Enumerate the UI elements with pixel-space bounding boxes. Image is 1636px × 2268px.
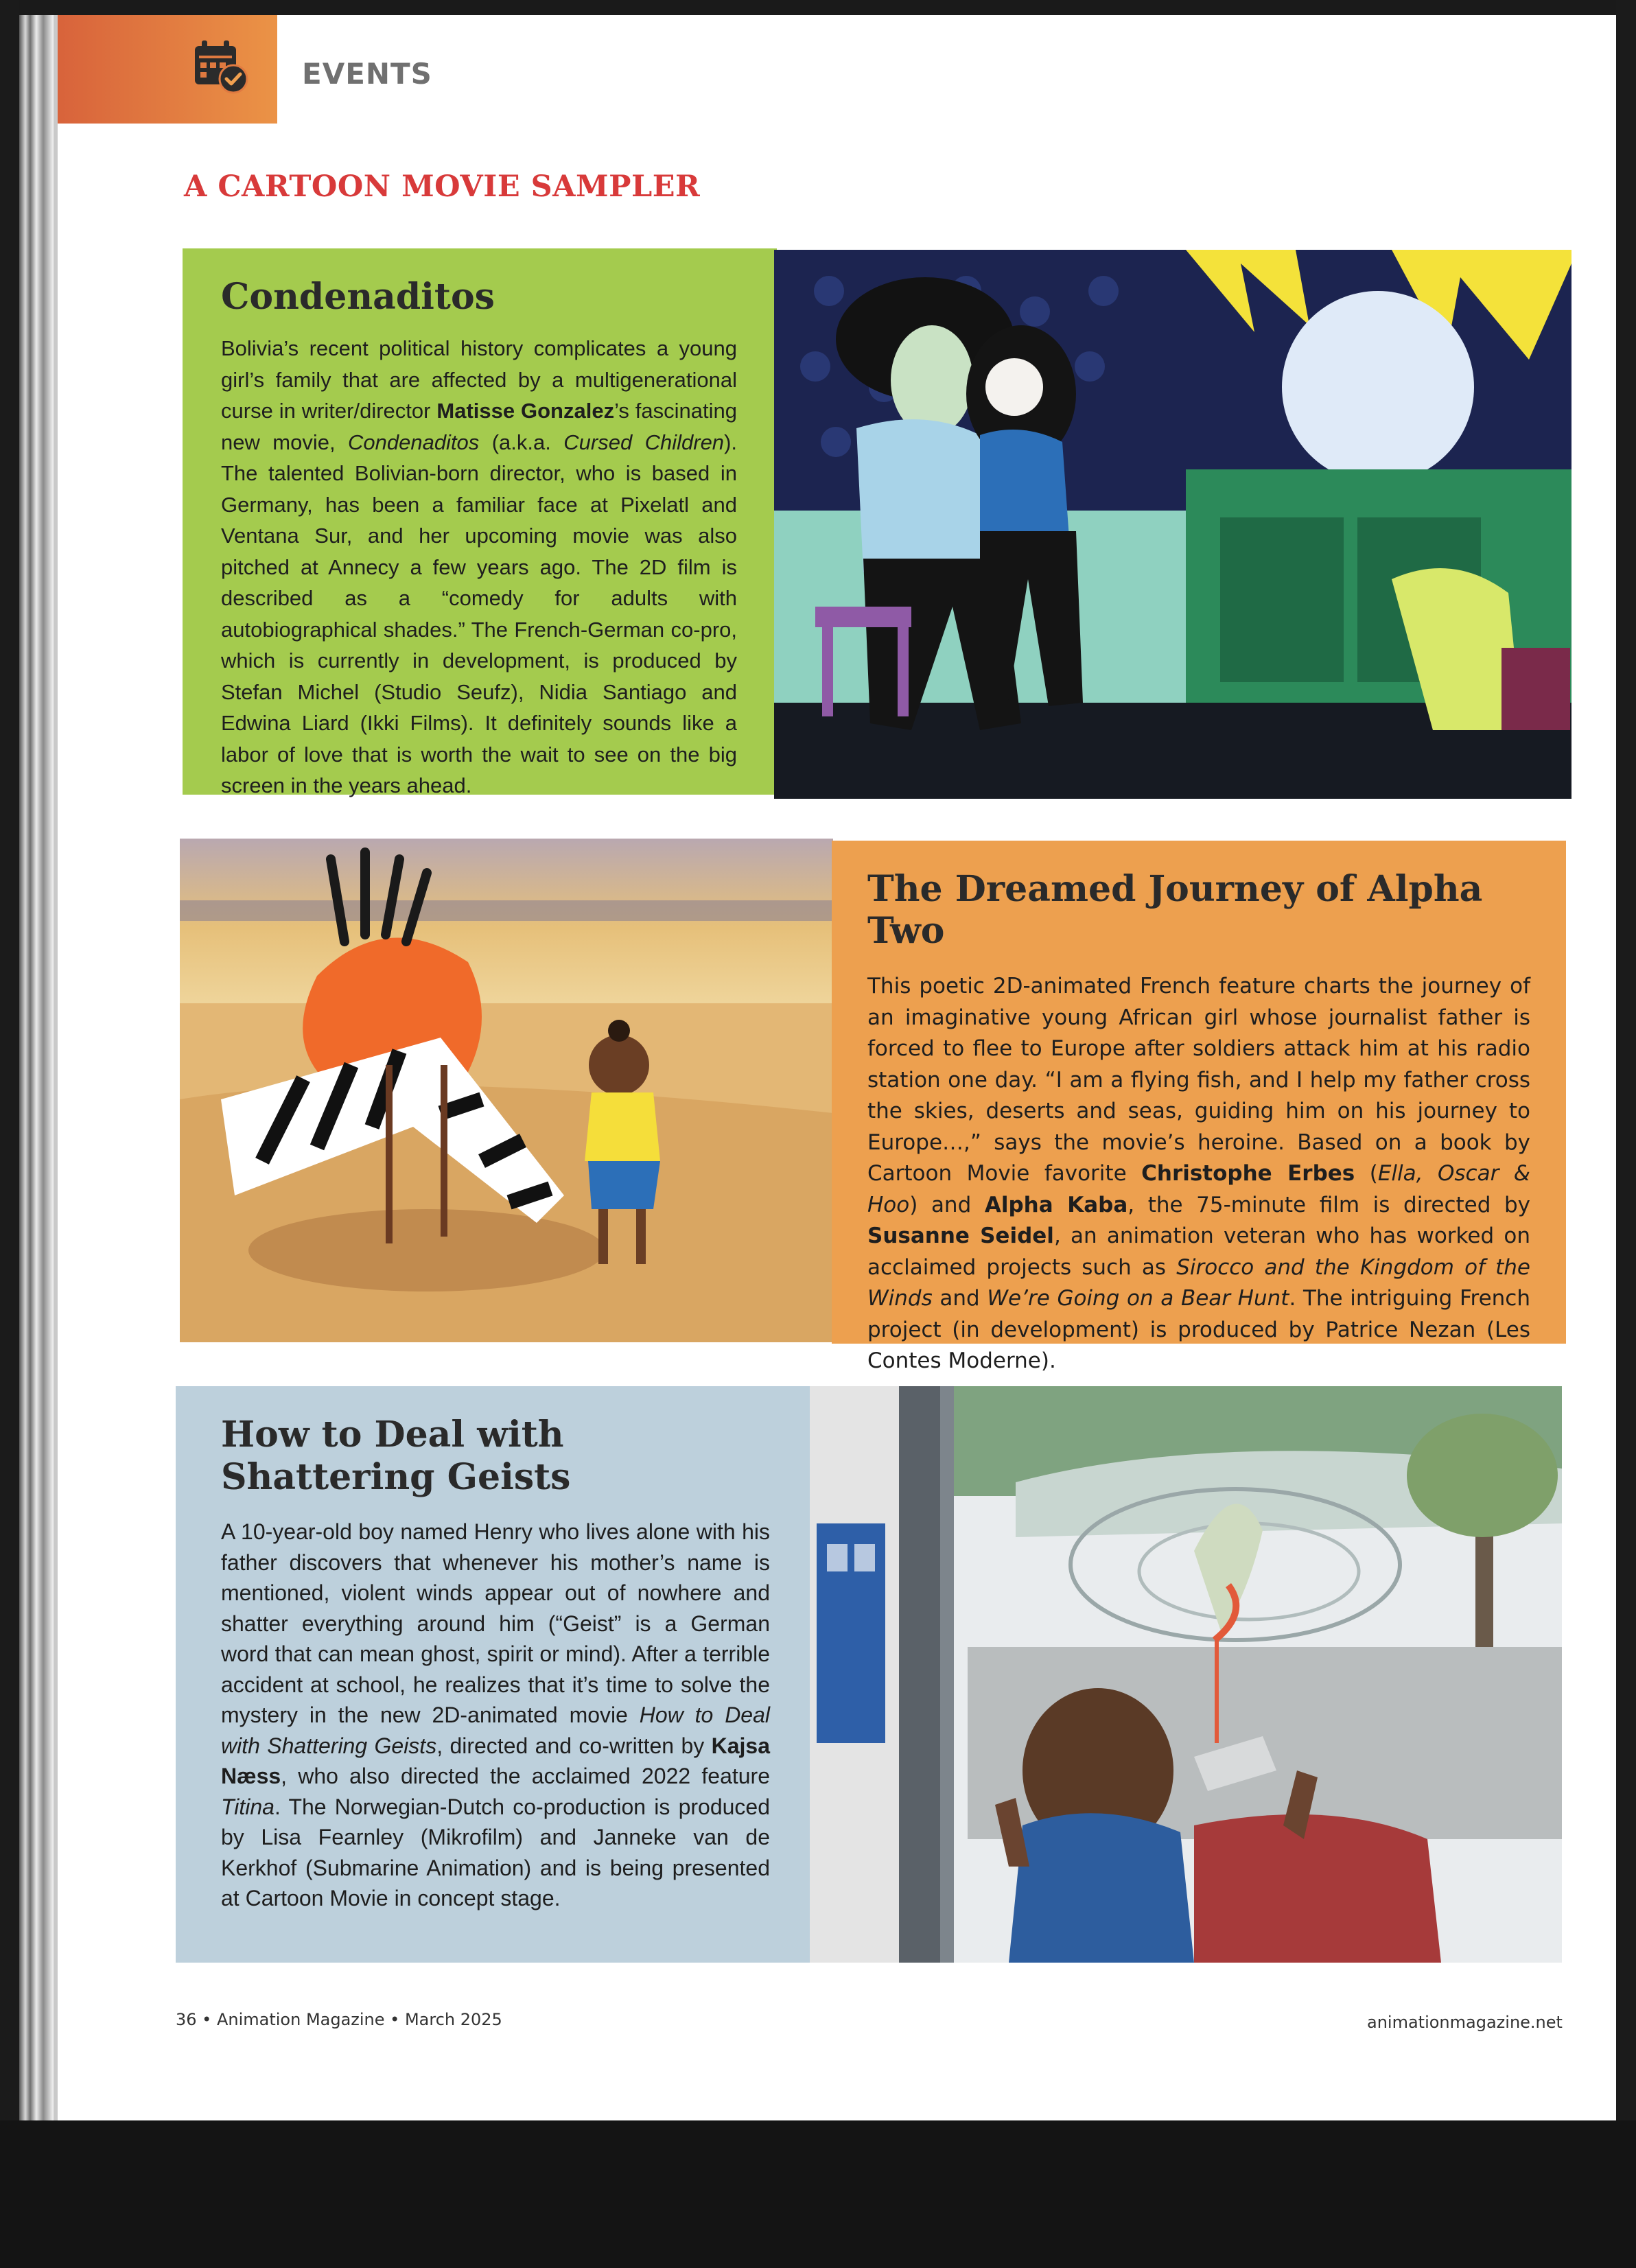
page-stack-edge: [19, 15, 54, 2120]
text-run: ’s fascinating new movie,: [221, 399, 737, 454]
italic-title: Sirocco and the Kingdom of the Winds: [867, 1254, 1530, 1311]
article-body: [867, 971, 1530, 1377]
text-run: ) and: [909, 1192, 985, 1217]
bold-name: Matisse Gonzalez: [436, 399, 615, 423]
text-run: . The intriguing French project (in development) is produced by Patrice Nezan (Les Contes Moderne).: [867, 1286, 1530, 1373]
page-gutter: [54, 15, 58, 2120]
italic-title: Titina: [221, 1794, 274, 1819]
text-run: , an animation veteran who has worked on acclaimed projects such as: [867, 1224, 1530, 1280]
text-run: This poetic 2D-animated French feature charts the journey of an imaginative young African girl whose journalist father is forced to flee to Europe after soldiers attack him at his radio station one day. “I am a flying fish, and I help my father cross the skies, deserts and seas, guiding him on his journey to Europe…,” says the movie’s heroine. Based on a book by Cartoon Movie favorite: [867, 974, 1530, 1186]
article-title: The Dreamed Journey of Alpha Two: [867, 868, 1483, 952]
article-condenaditos: [183, 248, 777, 795]
italic-title: How to Deal with Shattering Geists: [221, 1703, 771, 1758]
scan-border-top: [0, 0, 1636, 15]
italic-title: Condenaditos: [347, 430, 480, 454]
text-run: (: [1355, 1161, 1378, 1186]
scan-border-left: [0, 0, 19, 2268]
shattering-geists-still-image: [810, 1386, 1562, 1963]
article-shattering-geists: [176, 1386, 810, 1963]
article-title: Condenaditos: [221, 276, 495, 318]
scan-border-right: [1616, 0, 1636, 2268]
text-run: A 10-year-old boy named Henry who lives alone with his father discovers that whenever his mother’s name is mentioned, violent winds appear out of nowhere and shatter everything around him (“Geist” is a German word that can mean ghost, spirit or mind). After a terrible accident at school, he realizes that it’s time to solve the mystery in the new 2D-animated movie: [221, 1519, 770, 1727]
italic-title: Cursed Children: [563, 430, 725, 454]
bold-name: Kajsa Næss: [221, 1733, 770, 1788]
bold-name: Susanne Seidel: [867, 1224, 1054, 1248]
article-alpha-two: [832, 841, 1566, 1373]
page-footer-website: animationmagazine.net: [1367, 2013, 1563, 2032]
page-headline: A CARTOON MOVIE SAMPLER: [184, 169, 701, 204]
article-title: How to Deal with Shattering Geists: [221, 1414, 571, 1498]
text-run: , who also directed the acclaimed 2022 feature: [281, 1764, 770, 1788]
article-body: [221, 1517, 770, 1914]
text-run: . The Norwegian-Dutch co-production is produced by Lisa Fearnley (Mikrofilm) and Janneke van de Kerkhof (Submarine Animation) and is being presented at Cartoon Movie in concept stage.: [221, 1794, 770, 1910]
scan-border-bottom: [0, 2120, 1636, 2268]
bold-name: Alpha Kaba: [984, 1192, 1128, 1217]
page-footer-folio: 36 • Animation Magazine • March 2025: [176, 2010, 502, 2029]
text-run: , the 75-minute film is directed by: [1127, 1192, 1531, 1217]
italic-title: Ella, Oscar & Hoo: [867, 1161, 1530, 1217]
bold-name: Christophe Erbes: [1141, 1161, 1355, 1186]
text-run: , directed and co-written by: [436, 1733, 712, 1758]
text-run: and: [932, 1286, 988, 1311]
alpha-two-still-image: [180, 839, 833, 1342]
text-run: Bolivia’s recent political history complicates a young girl’s family that are affected by a multigenerational curse in writer/director: [221, 336, 737, 423]
text-run: (a.k.a.: [479, 430, 564, 454]
condenaditos-still-image: [774, 250, 1571, 799]
section-label: EVENTS: [302, 57, 432, 91]
italic-title: We’re Going on a Bear Hunt: [987, 1286, 1289, 1311]
article-body: [221, 333, 737, 802]
text-run: ). The talented Bolivian-born director, who is based in Germany, has been a familiar face at Pixelatl and Ventana Sur, and her upcoming movie was also pitched at Annecy a few years ago. The 2D film is described as a “comedy for adults with autobiographical shades.” The French-German co-pro, which is currently in development, is produced by Stefan Michel (Studio Seufz), Nidia Santiago and Edwina Liard (Ikki Films). It definitely sounds like a labor of love that is worth the wait to see on the big screen in the years ahead.: [221, 430, 737, 797]
calendar-check-icon: [192, 38, 250, 95]
